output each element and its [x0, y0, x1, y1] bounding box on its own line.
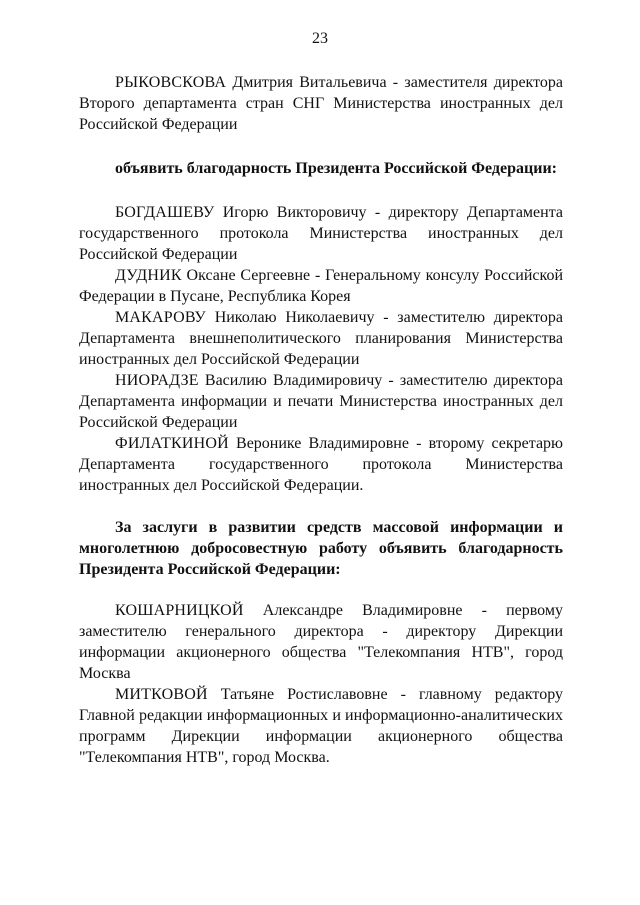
- person-details: Николаю Николаевичу - заместителю директора Департамента внешнеполитического планирования Министерства иностранных дел Российской Федерации: [79, 309, 563, 368]
- person-details: Веронике Владимировне - второму секретарю Департамента государственного протокола Министерства иностранных дел Российской Федерации.: [79, 435, 563, 494]
- person-surname: ДУДНИК: [115, 267, 182, 284]
- paragraph-bogdasheva: [79, 202, 563, 265]
- person-details: Василию Владимировичу - заместителю директора Департамента информации и печати Министерства иностранных дел Российской Федерации: [79, 372, 563, 431]
- paragraph-kosharnitskaya: [79, 600, 563, 684]
- person-details: Татьяне Ростиславовне - главному редактору Главной редакции информационных и информационно-аналитических программ Дирекции информации акционерного общества "Телекомпания НТВ", город Москва.: [79, 686, 563, 766]
- person-details: Александре Владимировне - первому заместителю генерального директора - директору Дирекции информации акционерного общества "Телекомпания НТВ", город Москва: [79, 602, 563, 682]
- person-surname: МАКАРОВУ: [115, 309, 206, 326]
- paragraph-mitkova: [79, 684, 563, 768]
- person-details: Дмитрия Витальевича - заместителя директора Второго департамента стран СНГ Министерства иностранных дел Российской Федерации: [79, 74, 563, 133]
- person-surname: БОГДАШЕВУ: [115, 204, 215, 221]
- document-body: [79, 72, 563, 768]
- person-details: Оксане Сергеевне - Генеральному консулу Российской Федерации в Пусане, Республика Корея: [79, 267, 563, 305]
- section-heading-gratitude: объявить благодарность Президента Российской Федерации:: [115, 160, 557, 177]
- person-surname: МИТКОВОЙ: [115, 686, 208, 703]
- person-surname: НИОРАДЗЕ: [115, 372, 199, 389]
- person-surname: КОШАРНИЦКОЙ: [115, 602, 244, 619]
- paragraph-filatkina: [79, 433, 563, 496]
- paragraph-makarov: [79, 307, 563, 370]
- paragraph-rykovskova: [79, 72, 563, 135]
- person-details: Игорю Викторовичу - директору Департамента государственного протокола Министерства иностранных дел Российской Федерации: [79, 204, 563, 263]
- paragraph-nioradze: [79, 370, 563, 433]
- person-surname: РЫКОВСКОВА: [115, 74, 227, 91]
- section-heading-media-merit: За заслуги в развитии средств массовой информации и многолетнюю добросовестную работу объявить благодарность Президента Российской Федерации:: [79, 519, 563, 578]
- person-surname: ФИЛАТКИНОЙ: [115, 435, 229, 452]
- page-number: 23: [312, 30, 328, 47]
- paragraph-dudnik: [79, 265, 563, 307]
